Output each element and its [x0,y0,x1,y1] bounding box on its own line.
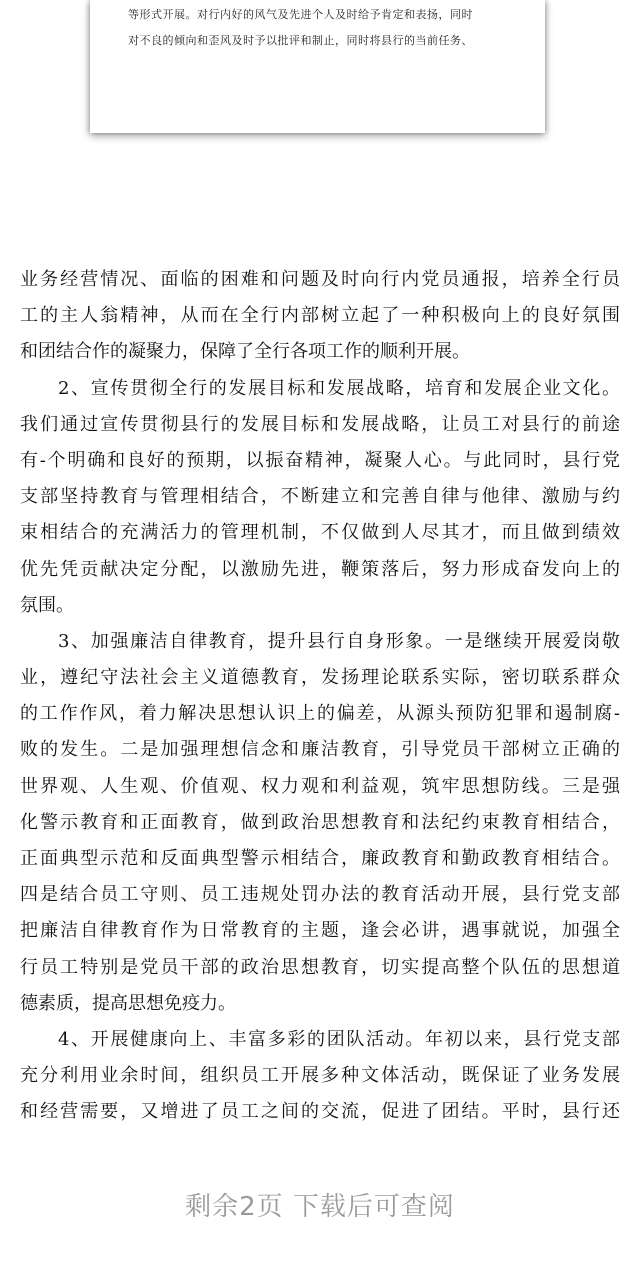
download-to-read-more-link[interactable]: 剩余2页 下载后可查阅 [185,1192,455,1222]
paragraph-first-line: 3、加强廉洁自律教育，提升县行自身形象。一是继续开展爱岗敬 [58,630,620,652]
text-line: 败的发生。二是加强理想信念和廉洁教育，引导党员干部树立正确的 [20,739,620,761]
text-line: 正面典型示范和反面典型警示相结合，廉政教育和勤政教育相结合。 [20,848,620,869]
text-line: 有-个明确和良好的预期，以振奋精神，凝聚人心。与此同时，县行党 [20,449,620,471]
text-line: 世界观、人生观、价值观、权力观和利益观，筑牢思想防线。三是强 [20,775,620,797]
previous-page-preview [90,0,545,133]
document-body [20,262,620,1131]
text-line: 充分利用业余时间，组织员工开展多种文体活动，既保证了业务发展 [20,1065,620,1087]
text-line: 氛围。 [20,594,74,616]
text-line: 束相结合的充满活力的管理机制，不仅做到人尽其才，而且做到绩效 [20,522,620,544]
previous-page-line: 对不良的倾向和歪风及时予以批评和制止，同时将县行的当前任务、 [128,34,473,47]
text-line: 和团结合作的凝聚力，保障了全行各项工作的顺利开展。 [20,341,470,363]
text-line: 化警示教育和正面教育，做到政治思想教育和法纪约束教育相结合， [20,811,620,833]
previous-page-line: 等形式开展。对行内好的风气及先进个人及时给予肯定和表扬，同时 [128,8,473,21]
text-line: 德素质，提高思想免疫力。 [20,992,236,1014]
text-line: 的工作作风，着力解决思想认识上的偏差，从源头预防犯罪和遏制腐- [20,703,620,725]
paragraph-first-line: 4、开展健康向上、丰富多彩的团队活动。年初以来，县行党支部 [58,1028,620,1050]
text-line: 工的主人翁精神，从而在全行内部树立起了一种积极向上的良好氛围 [20,305,620,327]
text-line: 我们通过宣传贯彻县行的发展目标和发展战略，让员工对县行的前途 [20,413,620,435]
text-line: 四是结合员工守则、员工违规处罚办法的教育活动开展，县行党支部 [20,884,620,906]
text-line: 行员工特别是党员干部的政治思想教育，切实提高整个队伍的思想道 [20,956,620,978]
paragraph-first-line: 2、宣传贯彻全行的发展目标和发展战略，培育和发展企业文化。 [58,377,620,399]
text-line: 支部坚持教育与管理相结合，不断建立和完善自律与他律、激励与约 [20,486,620,508]
text-line: 优先凭贡献决定分配，以激励先进，鞭策落后，努力形成奋发向上的 [20,558,620,580]
text-line: 和经营需要，又增进了员工之间的交流，促进了团结。平时，县行还 [20,1101,620,1123]
text-line: 业，遵纪守法社会主义道德教育，发扬理论联系实际，密切联系群众 [20,667,620,689]
text-line: 业务经营情况、面临的困难和问题及时向行内党员通报，培养全行员 [20,269,620,290]
text-line: 把廉洁自律教育作为日常教育的主题，逢会必讲，遇事就说，加强全 [20,920,620,942]
